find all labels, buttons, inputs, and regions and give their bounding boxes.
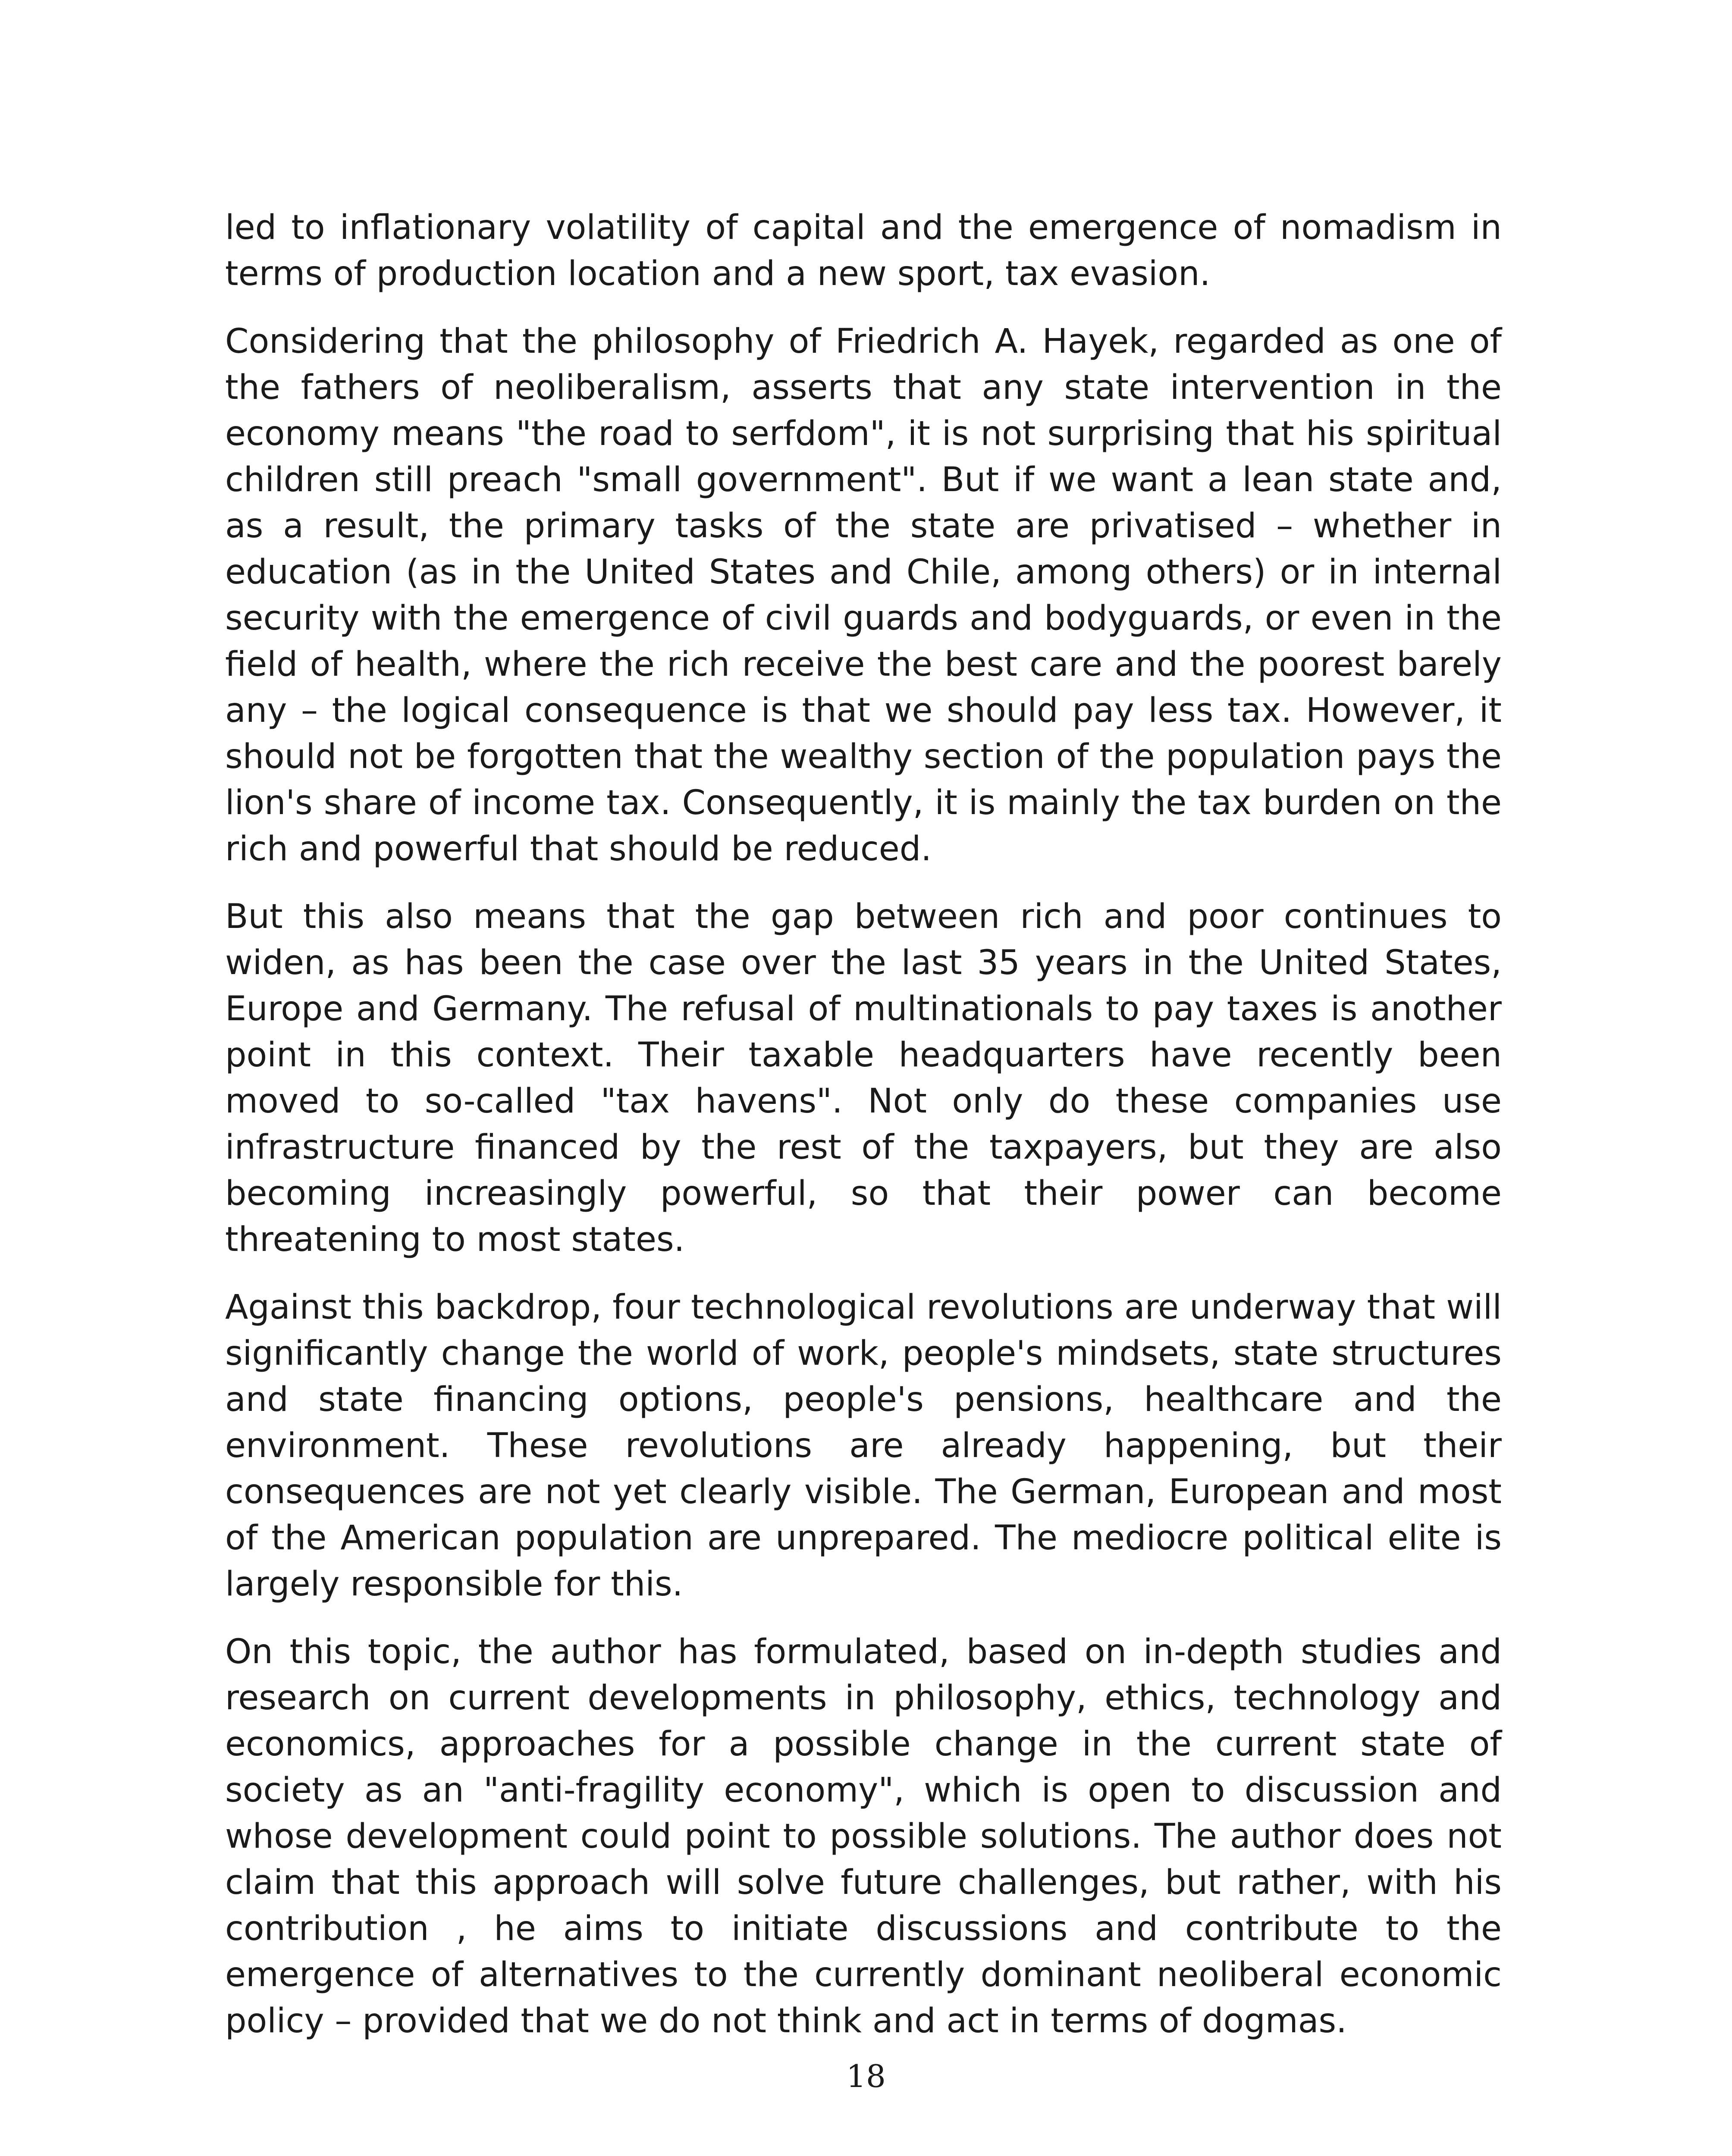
paragraph-4: Against this backdrop, four technological revolutions are underway that will significantly change the world of work, people's mindsets, state structures and state financing options, people's pensions, healthcare and the environment. These revolutions are already happening, but their consequences are not yet clearly visible. The German, European and most of the American population are unprepared. The mediocre political elite is largely responsible for this. bbox=[225, 1288, 1502, 1604]
paragraph-2: Considering that the philosophy of Friedrich A. Hayek, regarded as one of the fathers of neoliberalism, asserts that any state intervention in the economy means "the road to serfdom", it is not surprising that his spiritual children still preach "small government". But if we want a lean state and, as a result, the primary tasks of the state are privatised – whether in education (as in the United States and Chile, among others) or in internal security with the emergence of civil guards and bodyguards, or even in the field of health, where the rich receive the best care and the poorest barely any – the logical consequence is that we should pay less tax. However, it should not be forgotten that the wealthy section of the population pays the lion's share of income tax. Consequently, it is mainly the tax burden on the rich and powerful that should be reduced. bbox=[225, 322, 1502, 868]
body-text bbox=[225, 205, 1502, 2044]
page-number: 18 bbox=[846, 2058, 886, 2094]
paragraph-1: led to inflationary volatility of capital and the emergence of nomadism in terms of production location and a new sport, tax evasion. bbox=[225, 208, 1502, 293]
paragraph-5: On this topic, the author has formulated, based on in-depth studies and research on current developments in philosophy, ethics, technology and economics, approaches for a possible change in the current state of society as an "anti-fragility economy", which is open to discussion and whose development could point to possible solutions. The author does not claim that this approach will solve future challenges, but rather, with his contribution , he aims to initiate discussions and contribute to the emergence of alternatives to the currently dominant neoliberal economic policy – provided that we do not think and act in terms of dogmas. bbox=[225, 1633, 1502, 2040]
paragraph-3: But this also means that the gap between rich and poor continues to widen, as has been the case over the last 35 years in the United States, Europe and Germany. The refusal of multinationals to pay taxes is another point in this context. Their taxable headquarters have recently been moved to so-called "tax havens". Not only do these companies use infrastructure financed by the rest of the taxpayers, but they are also becoming increasingly powerful, so that their power can become threatening to most states. bbox=[225, 897, 1502, 1259]
